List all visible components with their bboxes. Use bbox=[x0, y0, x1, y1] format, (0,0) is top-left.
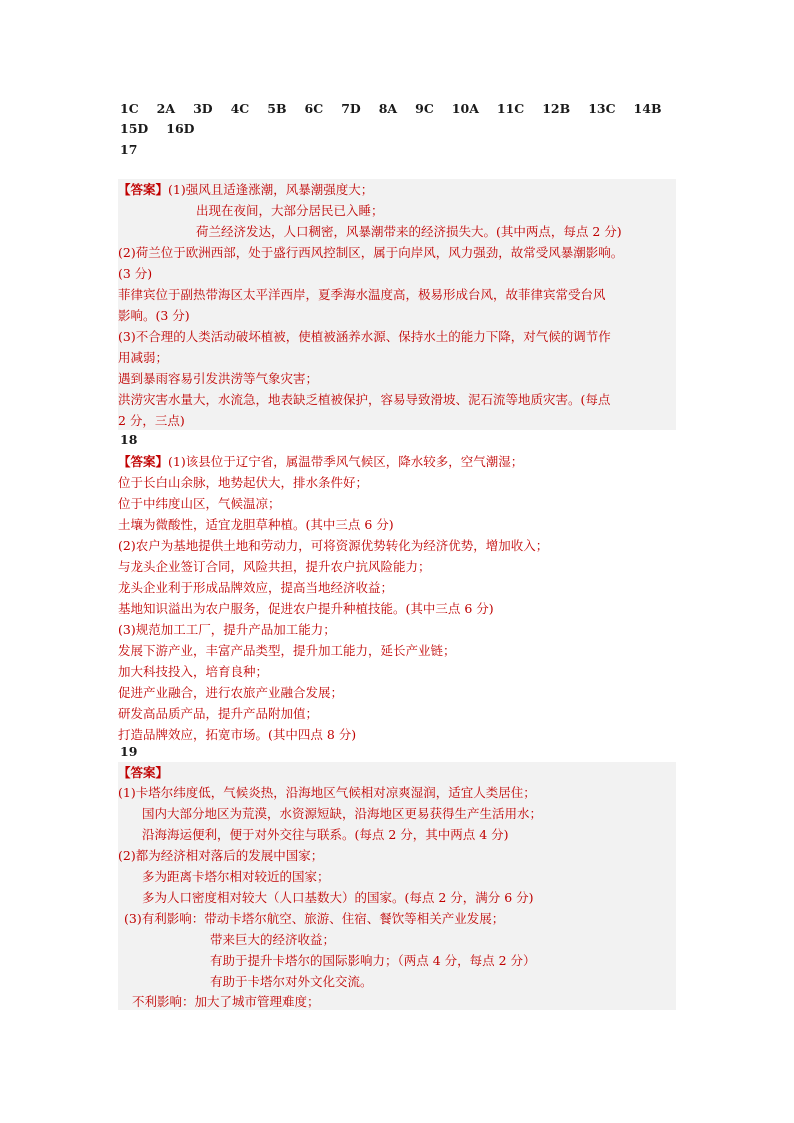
q18-line-8: 基地知识溢出为农户服务，促进农户提升种植技能。(其中三点 6 分) bbox=[118, 601, 494, 616]
q17-line-8: (3)不合理的人类活动破坏植被，使植被涵养水源、保持水土的能力下降，对气候的调节作 bbox=[118, 329, 611, 344]
mc-answer-15: 15D bbox=[120, 121, 149, 136]
question-18-number: 18 bbox=[120, 432, 138, 447]
q18-line-5: (2)农户为基地提供土地和劳动力，可将资源优势转化为经济优势，增加收入； bbox=[118, 538, 549, 553]
mc-answer-16: 16D bbox=[166, 121, 195, 136]
q17-line-6: 菲律宾位于副热带海区太平洋西岸，夏季海水温度高，极易形成台风，故菲律宾常受台风 bbox=[118, 287, 606, 302]
mc-answer-4: 4C bbox=[230, 101, 250, 116]
q18-line-3: 位于中纬度山区，气候温凉； bbox=[118, 496, 281, 511]
mc-answer-10: 10A bbox=[451, 101, 479, 116]
answer-tag: 【答案】 bbox=[118, 182, 169, 197]
q19-line-10: 有助于卡塔尔对外文化交流。 bbox=[210, 974, 373, 989]
q19-tag-line bbox=[118, 762, 678, 783]
q19-line-11: 不利影响：加大了城市管理难度； bbox=[132, 994, 320, 1009]
q19-line-8: 带来巨大的经济收益； bbox=[210, 932, 336, 947]
q18-line-10: 发展下游产业，丰富产品类型，提升加工能力，延长产业链； bbox=[118, 643, 456, 658]
q19-line-9: 有助于提升卡塔尔的国际影响力；（两点 4 分，每点 2 分） bbox=[210, 953, 536, 968]
mc-answer-11: 11C bbox=[496, 101, 525, 116]
q19-line-5: 多为距离卡塔尔相对较近的国家； bbox=[142, 869, 330, 884]
question-18-answer-block bbox=[118, 451, 676, 741]
q18-line-12: 促进产业融合，进行农旅产业融合发展； bbox=[118, 685, 344, 700]
q19-line-7: (3)有利影响：带动卡塔尔航空、旅游、住宿、餐饮等相关产业发展； bbox=[124, 911, 505, 926]
q19-line-4: (2)都为经济相对落后的发展中国家； bbox=[118, 848, 324, 863]
mc-answer-6: 6C bbox=[304, 101, 324, 116]
mc-answer-2: 2A bbox=[156, 101, 176, 116]
q17-line-3: 荷兰经济发达，人口稠密，风暴潮带来的经济损失大。(其中两点，每点 2 分) bbox=[196, 224, 622, 239]
q18-line-6: 与龙头企业签订合同，风险共担，提升农户抗风险能力； bbox=[118, 559, 431, 574]
q18-line-2: 位于长白山余脉，地势起伏大，排水条件好； bbox=[118, 475, 369, 490]
mc-answer-5: 5B bbox=[267, 101, 287, 116]
question-17-number: 17 bbox=[120, 142, 138, 157]
q17-line-2: 出现在夜间，大部分居民已入睡； bbox=[196, 203, 384, 218]
mc-answer-12: 12B bbox=[542, 101, 571, 116]
answer-tag: 【答案】 bbox=[118, 765, 169, 780]
multiple-choice-answers bbox=[120, 99, 680, 139]
question-19-number: 19 bbox=[120, 744, 138, 759]
q17-line-1: 【答案】(1)强风且适逢涨潮，风暴潮强度大； bbox=[118, 182, 374, 197]
answer-tag: 【答案】 bbox=[118, 454, 169, 469]
q17-line-5: (3 分) bbox=[118, 266, 153, 281]
q17-line-7: 影响。(3 分) bbox=[118, 308, 190, 323]
mc-answer-8: 8A bbox=[378, 101, 398, 116]
mc-answer-3: 3D bbox=[193, 101, 213, 116]
q17-line-12: 2 分，三点) bbox=[118, 413, 185, 428]
mc-answer-7: 7D bbox=[341, 101, 361, 116]
mc-answer-1: 1C bbox=[120, 101, 139, 116]
q18-line-4: 土壤为微酸性，适宜龙胆草种植。(其中三点 6 分) bbox=[118, 517, 394, 532]
mc-answer-9: 9C bbox=[415, 101, 434, 116]
question-17-answer-block bbox=[118, 179, 676, 430]
q18-line-14: 打造品牌效应，拓宽市场。(其中四点 8 分) bbox=[118, 727, 357, 742]
q19-line-3: 沿海海运便利，便于对外交往与联系。(每点 2 分，其中两点 4 分) bbox=[142, 827, 509, 842]
q19-line-1: (1)卡塔尔纬度低，气候炎热，沿海地区气候相对凉爽湿润，适宜人类居住； bbox=[118, 785, 536, 800]
q17-line-9: 用减弱； bbox=[118, 350, 169, 365]
q17-line-10: 遇到暴雨容易引发洪涝等气象灾害； bbox=[118, 371, 319, 386]
mc-answer-14: 14B bbox=[633, 101, 662, 116]
q18-line-7: 龙头企业利于形成品牌效应，提高当地经济收益； bbox=[118, 580, 394, 595]
question-19-answer-block bbox=[118, 762, 676, 1010]
q18-line-9: (3)规范加工工厂，提升产品加工能力； bbox=[118, 622, 336, 637]
q18-line-13: 研发高品质产品，提升产品附加值； bbox=[118, 706, 319, 721]
q19-line-6: 多为人口密度相对较大（人口基数大）的国家。(每点 2 分，满分 6 分) bbox=[142, 890, 534, 905]
q17-line-11: 洪涝灾害水量大，水流急，地表缺乏植被保护，容易导致滑坡、泥石流等地质灾害。(每点 bbox=[118, 392, 611, 407]
q18-line-11: 加大科技投入，培育良种； bbox=[118, 664, 269, 679]
q17-line-4: (2)荷兰位于欧洲西部，处于盛行西风控制区，属于向岸风，风力强劲，故常受风暴潮影响。 bbox=[118, 245, 624, 260]
mc-answer-13: 13C bbox=[588, 101, 616, 116]
q18-line-1: 【答案】(1)该县位于辽宁省，属温带季风气候区，降水较多，空气潮湿； bbox=[118, 454, 524, 469]
q19-line-2: 国内大部分地区为荒漠，水资源短缺，沿海地区更易获得生产生活用水； bbox=[142, 806, 543, 821]
